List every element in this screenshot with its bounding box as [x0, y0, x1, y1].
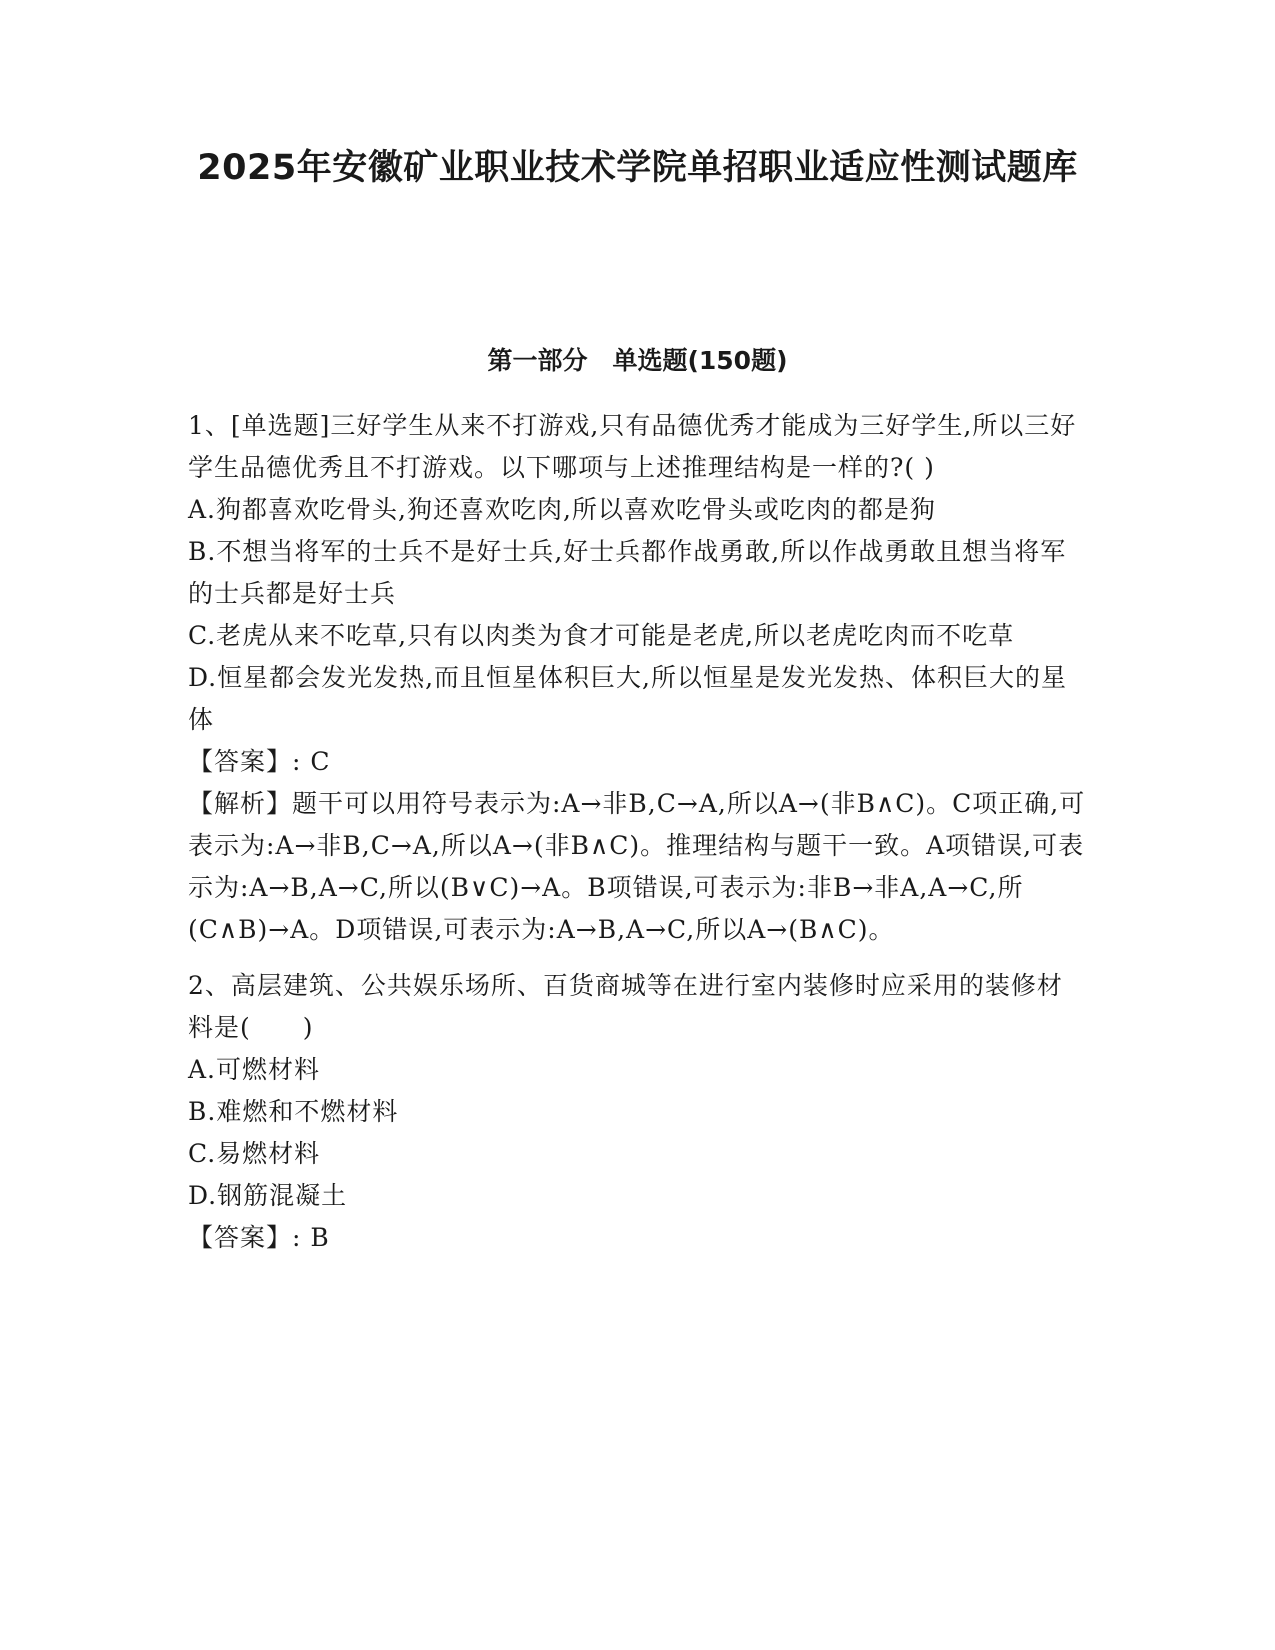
question-list	[188, 405, 1088, 1259]
answer: 【答案】: B	[188, 1223, 330, 1252]
option-a: A.狗都喜欢吃骨头,狗还喜欢吃肉,所以喜欢吃骨头或吃肉的都是狗	[188, 495, 936, 524]
question-1	[188, 405, 1088, 951]
analysis: 【解析】题干可以用符号表示为:A→非B,C→A,所以A→(非B∧C)。C项正确,可表示为:A→非B,C→A,所以A→(非B∧C)。推理结构与题干一致。A项错误,可表示为:A→B,A→C,所以(B∨C)→A。B项错误,可表示为:非B→非A,A→C,所(C∧B)→A。D项错误,可表示为:A→B,A→C,所以A→(B∧C)。	[188, 789, 1086, 944]
option-b: B.难燃和不燃材料	[188, 1097, 399, 1126]
question-2	[188, 965, 1088, 1259]
option-c: C.易燃材料	[188, 1139, 321, 1168]
question-stem: 1、[单选题]三好学生从来不打游戏,只有品德优秀才能成为三好学生,所以三好学生品德优秀且不打游戏。以下哪项与上述推理结构是一样的?( )	[188, 411, 1077, 482]
option-d: D.恒星都会发光发热,而且恒星体积巨大,所以恒星是发光发热、体积巨大的星体	[188, 663, 1067, 734]
answer: 【答案】: C	[188, 747, 331, 776]
option-d: D.钢筋混凝土	[188, 1181, 348, 1210]
question-stem: 2、高层建筑、公共娱乐场所、百货商城等在进行室内装修时应采用的装修材料是( )	[188, 971, 1063, 1042]
document-title: 2025年安徽矿业职业技术学院单招职业适应性测试题库	[197, 148, 1078, 188]
section-title: 第一部分 单选题(150题)	[487, 346, 788, 375]
option-c: C.老虎从来不吃草,只有以肉类为食才可能是老虎,所以老虎吃肉而不吃草	[188, 621, 1015, 650]
option-b: B.不想当将军的士兵不是好士兵,好士兵都作战勇敢,所以作战勇敢且想当将军的士兵都是好士兵	[188, 537, 1067, 608]
question-spacer	[188, 951, 1088, 965]
option-a: A.可燃材料	[188, 1055, 321, 1084]
